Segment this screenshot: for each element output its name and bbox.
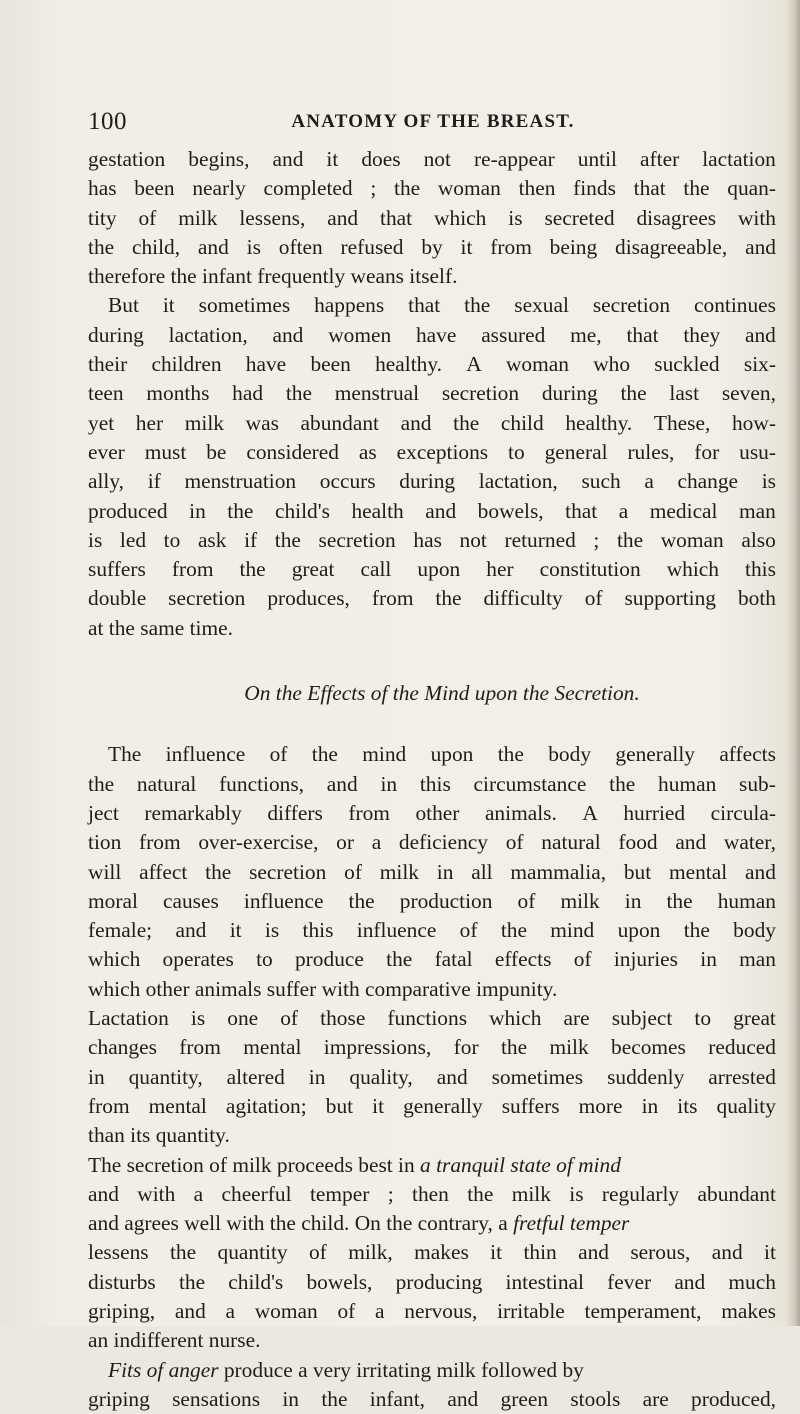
- text-line: Lactation is one of those functions which are subject to great: [88, 1006, 776, 1031]
- paragraph: [88, 291, 776, 643]
- text-line: yet her milk was abundant and the child healthy. These, how-: [88, 410, 776, 435]
- text-line: suffers from the great call upon her constitution which this: [88, 557, 776, 582]
- text-line: double secretion produces, from the difficulty of supporting both: [88, 586, 776, 611]
- text-line: therefore the infant frequently weans itself.: [88, 264, 458, 289]
- paragraph: [88, 1356, 776, 1414]
- text-line: during lactation, and women have assured me, that they and: [88, 322, 776, 347]
- paragraph: [88, 1004, 776, 1150]
- paragraph: [88, 145, 776, 291]
- text-line: gestation begins, and it does not re-appear until after lactation: [88, 147, 776, 171]
- text-line: than its quantity.: [88, 1123, 230, 1148]
- emphasis-text: a tranquil state of mind: [420, 1152, 621, 1177]
- text-line: The influence of the mind upon the body generally affects: [108, 742, 776, 767]
- text-line: an indifferent nurse.: [88, 1328, 261, 1353]
- text-line: which other animals suffer with comparative impunity.: [88, 976, 558, 1001]
- text-line: ally, if menstruation occurs during lactation, such a change is: [88, 469, 776, 494]
- text-line: [88, 1356, 776, 1385]
- text-line: But it sometimes happens that the sexual secretion continues: [108, 293, 776, 318]
- text-line: produced in the child's health and bowels, that a medical man: [88, 498, 776, 523]
- page-number: 100: [88, 108, 127, 135]
- text-run: The secretion of milk proceeds best in: [88, 1152, 421, 1177]
- text-line: [88, 1151, 776, 1180]
- text-line: lessens the quantity of milk, makes it thin and serous, and it: [88, 1240, 776, 1265]
- text-line: ject remarkably differs from other animals. A hurried circula-: [88, 800, 776, 825]
- text-line: moral causes influence the production of milk in the human: [88, 888, 776, 913]
- text-line: at the same time.: [88, 615, 233, 640]
- text-line: female; and it is this influence of the mind upon the body: [88, 918, 776, 943]
- text-run: and agrees well with the child. On the contrary, a: [88, 1211, 514, 1236]
- text-line: disturbs the child's bowels, producing intestinal fever and much: [88, 1269, 776, 1294]
- text-line: in quantity, altered in quality, and sometimes suddenly arrested: [88, 1064, 776, 1089]
- text-line: from mental agitation; but it generally suffers more in its quality: [88, 1093, 776, 1118]
- text-line: the child, and is often refused by it from being disagreeable, and: [88, 234, 776, 259]
- body-text: [88, 145, 776, 1414]
- text-line: griping, and a woman of a nervous, irritable temperament, makes: [88, 1298, 776, 1323]
- text-run: produce a very irritating milk followed by: [218, 1357, 584, 1382]
- text-line: ever must be considered as exceptions to general rules, for usu-: [88, 439, 776, 464]
- text-line: tion from over-exercise, or a deficiency of natural food and water,: [88, 830, 776, 855]
- section-heading: On the Effects of the Mind upon the Secretion.: [244, 681, 640, 706]
- paragraph: [88, 740, 776, 1004]
- text-line: [88, 1209, 776, 1238]
- page-header: [88, 108, 778, 138]
- paragraph: [88, 1151, 776, 1356]
- page-gutter-shadow: [786, 0, 800, 1326]
- text-line: tity of milk lessens, and that which is secreted disagrees with: [88, 205, 776, 230]
- text-line: will affect the secretion of milk in all mammalia, but mental and: [88, 859, 776, 884]
- text-line: changes from mental impressions, for the milk becomes reduced: [88, 1035, 776, 1060]
- text-line: teen months had the menstrual secretion during the last seven,: [88, 381, 776, 406]
- emphasis-text: Fits of anger: [108, 1357, 219, 1382]
- text-line: and with a cheerful temper ; then the milk is regularly abundant: [88, 1181, 776, 1206]
- text-line: griping sensations in the infant, and green stools are produced,: [88, 1386, 776, 1411]
- text-line: their children have been healthy. A woman who suckled six-: [88, 352, 776, 377]
- running-title: ANATOMY OF THE BREAST.: [291, 111, 575, 132]
- text-line: is led to ask if the secretion has not returned ; the woman also: [88, 527, 776, 552]
- emphasis-text: fretful temper: [513, 1211, 630, 1236]
- text-line: has been nearly completed ; the woman then finds that the quan-: [88, 176, 776, 201]
- text-line: which operates to produce the fatal effects of injuries in man: [88, 947, 776, 972]
- text-line: the natural functions, and in this circumstance the human sub-: [88, 771, 776, 796]
